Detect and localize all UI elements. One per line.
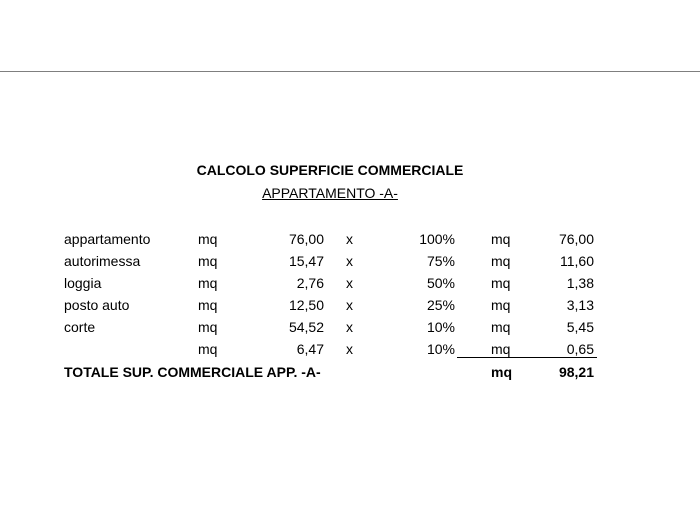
row-label: autorimessa [64, 253, 141, 269]
row-surface: 54,52 [288, 319, 324, 335]
row-label: appartamento [64, 231, 151, 247]
row-coefficient: 10% [426, 341, 455, 357]
total-separator-line [457, 357, 597, 358]
table-row [0, 274, 700, 296]
row-result: 11,60 [560, 253, 594, 269]
row-unit: mq [198, 231, 218, 247]
row-multiply-sign: x [346, 275, 353, 291]
row-result: 76,00 [558, 231, 594, 247]
row-result-unit: mq [491, 341, 511, 357]
row-result-unit: mq [491, 319, 511, 335]
row-result-unit: mq [491, 297, 511, 313]
row-surface: 76,00 [288, 231, 324, 247]
row-result-unit: mq [491, 253, 511, 269]
row-result: 5,45 [566, 319, 594, 335]
row-coefficient: 10% [426, 319, 455, 335]
row-result-unit: mq [491, 275, 511, 291]
row-result: 1,38 [566, 275, 594, 291]
row-unit: mq [198, 341, 218, 357]
row-unit: mq [198, 297, 218, 313]
row-surface: 12,50 [288, 297, 324, 313]
row-surface: 15,47 [288, 253, 324, 269]
row-coefficient: 75% [426, 253, 455, 269]
table-row [0, 230, 700, 252]
row-coefficient: 25% [426, 297, 455, 313]
row-multiply-sign: x [346, 319, 353, 335]
sheet-subtitle: APPARTAMENTO -A- [262, 185, 398, 201]
table-row [0, 318, 700, 340]
row-multiply-sign: x [346, 253, 353, 269]
table-row [0, 296, 700, 318]
row-coefficient: 100% [419, 231, 455, 247]
row-label: loggia [64, 275, 102, 291]
row-multiply-sign: x [346, 341, 353, 357]
page-break-line [0, 71, 700, 72]
total-label: TOTALE SUP. COMMERCIALE APP. -A- [64, 364, 321, 380]
sheet-title: CALCOLO SUPERFICIE COMMERCIALE [196, 162, 464, 178]
row-result: 3,13 [566, 297, 594, 313]
row-unit: mq [198, 253, 218, 269]
row-surface: 6,47 [296, 341, 324, 357]
row-unit: mq [198, 275, 218, 291]
row-unit: mq [198, 319, 218, 335]
total-unit: mq [491, 364, 512, 380]
row-result: 0,65 [566, 341, 594, 357]
total-row [0, 363, 700, 385]
row-surface: 2,76 [296, 275, 324, 291]
row-multiply-sign: x [346, 231, 353, 247]
row-multiply-sign: x [346, 297, 353, 313]
row-label: posto auto [64, 297, 130, 313]
table-row [0, 252, 700, 274]
row-coefficient: 50% [426, 275, 455, 291]
total-value: 98,21 [558, 364, 594, 380]
table-row [0, 340, 700, 362]
row-result-unit: mq [491, 231, 511, 247]
row-label: corte [64, 319, 96, 335]
